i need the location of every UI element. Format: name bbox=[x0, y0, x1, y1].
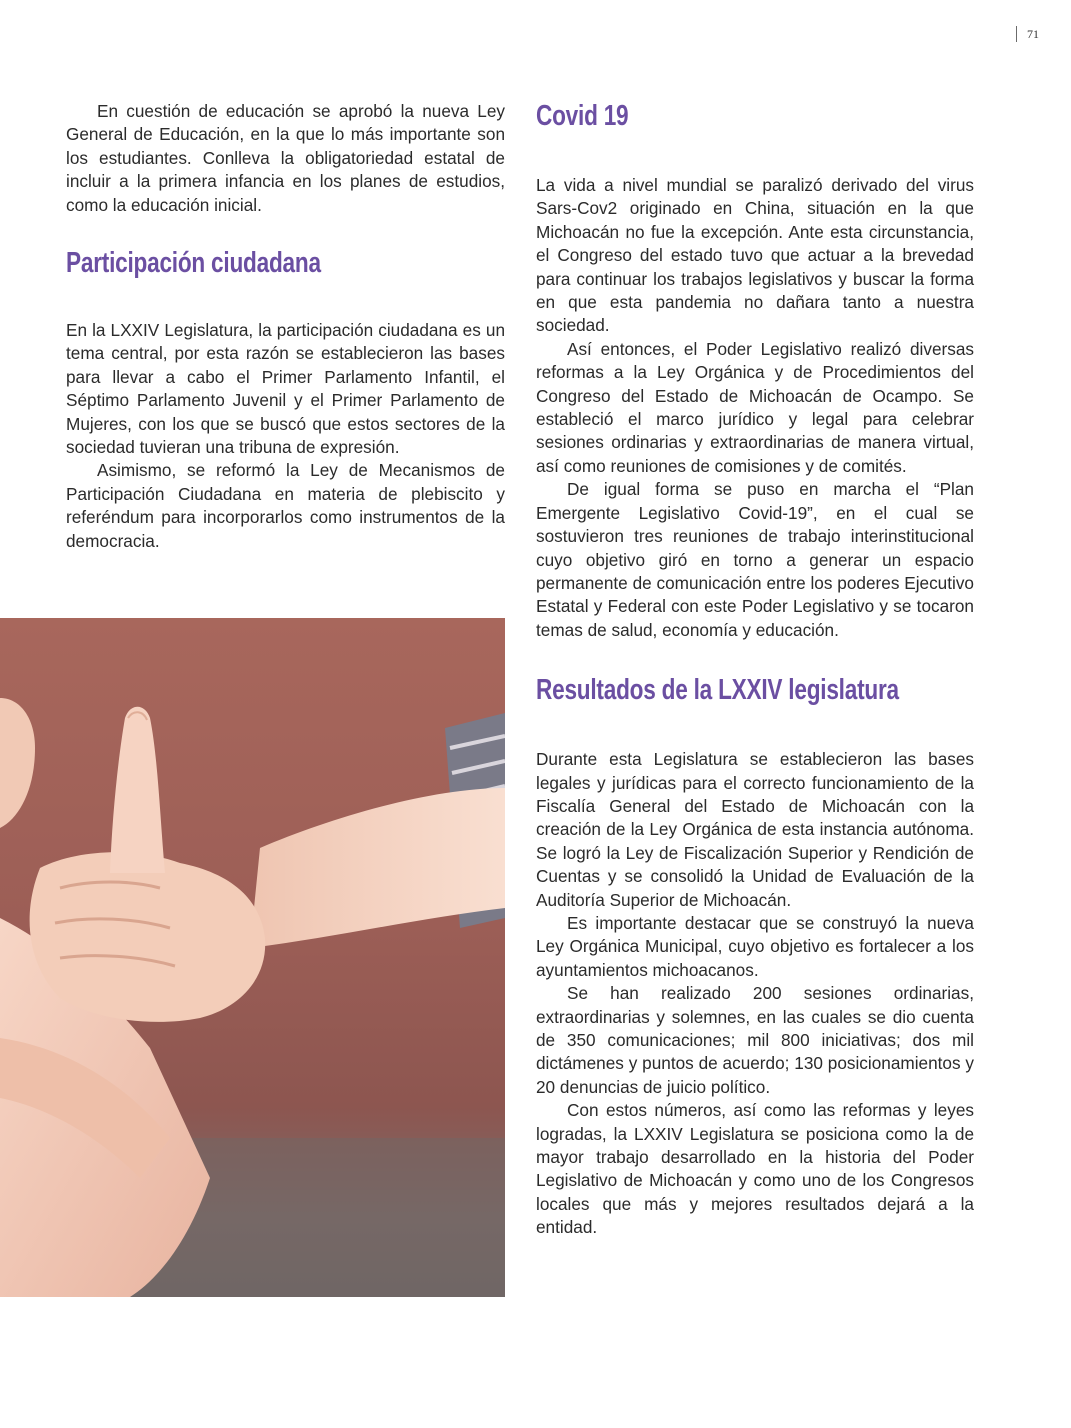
left-column bbox=[66, 100, 505, 553]
education-paragraph: En cuestión de educación se aprobó la nueva Ley General de Educación, en la que lo más importante son los estudiantes. Conlleva la obligatoriedad estatal de incluir a la primera infancia en los planes de estudios, como la educación inicial. bbox=[66, 101, 505, 215]
resultados-paragraph-2: Es importante destacar que se construyó la nueva Ley Orgánica Municipal, cuyo objetivo es fortalecer a los ayuntamientos michoacanos. bbox=[536, 912, 974, 980]
covid-paragraph-3: De igual forma se puso en marcha el “Plan Emergente Legislativo Covid-19”, en el cual se sostuvieron tres reuniones de trabajo interinstitucional cuyo objetivo giró en torno a generar un espacio permanente de comunicación entre los poderes Ejecutivo Estatal y Federal con este Poder Legislativo y se tocaron temas de salud, economía y educación. bbox=[536, 479, 974, 640]
hands-thumbs-up-photo bbox=[0, 618, 505, 1297]
right-column bbox=[536, 98, 974, 1240]
participacion-paragraph-2: Asimismo, se reformó la Ley de Mecanismos de Participación Ciudadana en materia de plebiscito y referéndum para incorporarlos como instrumentos de la democracia. bbox=[66, 460, 505, 551]
resultados-paragraph-1: Durante esta Legislatura se establecieron las bases legales y jurídicas para el correcto funcionamiento de la Fiscalía General del Estado de Michoacán con la creación de la Ley Orgánica de esta instancia autónoma. Se logró la Ley de Fiscalización Superior y Rendición de Cuentas y se consolidó la Unidad de Evaluación de la Auditoría Superior de Michoacán. bbox=[536, 749, 974, 910]
covid-paragraph-2: Así entonces, el Poder Legislativo realizó diversas reformas a la Ley Orgánica y de Procedimientos del Congreso del Estado de Michoacán de Ocampo. Se estableció el marco jurídico y legal para celebrar sesiones ordinarias y extraordinarias de manera virtual, así como reuniones de comisiones y de comités. bbox=[536, 338, 974, 476]
heading-participacion-ciudadana: Participación ciudadana bbox=[66, 247, 321, 280]
resultados-paragraph-4: Con estos números, así como las reformas y leyes logradas, la LXXIV Legislatura se posiciona como la de mayor trabajo desarrollado en la historia del Poder Legislativo de Michoacán y como uno de los Congresos locales que más y mejores resultados dejará a la entidad. bbox=[536, 1100, 974, 1238]
participacion-paragraph-1: En la LXXIV Legislatura, la participación ciudadana es un tema central, por esta razón se establecieron las bases para llevar a cabo el Primer Parlamento Infantil, el Séptimo Parlamento Juvenil y el Primer Parlamento de Mujeres, con los que se buscó que estos sectores de la sociedad tuvieran una tribuna de expresión. bbox=[66, 320, 505, 458]
resultados-paragraph-3: Se han realizado 200 sesiones ordinarias, extraordinarias y solemnes, en las cuales se dio cuenta de 350 comunicaciones; mil 800 iniciativas; dos mil dictámenes y puntos de acuerdo; 130 posicionamientos y 20 denuncias de juicio político. bbox=[536, 983, 974, 1097]
heading-covid-19: Covid 19 bbox=[536, 100, 629, 132]
photo-illustration bbox=[0, 618, 505, 1297]
page-number: 71 bbox=[1016, 26, 1039, 42]
covid-paragraph-1: La vida a nivel mundial se paralizó derivado del virus Sars-Cov2 originado en China, situación en la que Michoacán no fue la excepción. Ante esta circunstancia, el Congreso del estado tuvo que actuar a la brevedad para continuar los trabajos legislativos y buscar la forma en que esta pandemia no dañara tanto a nuestra sociedad. bbox=[536, 175, 974, 336]
heading-resultados: Resultados de la LXXIV legislatura bbox=[536, 674, 899, 707]
